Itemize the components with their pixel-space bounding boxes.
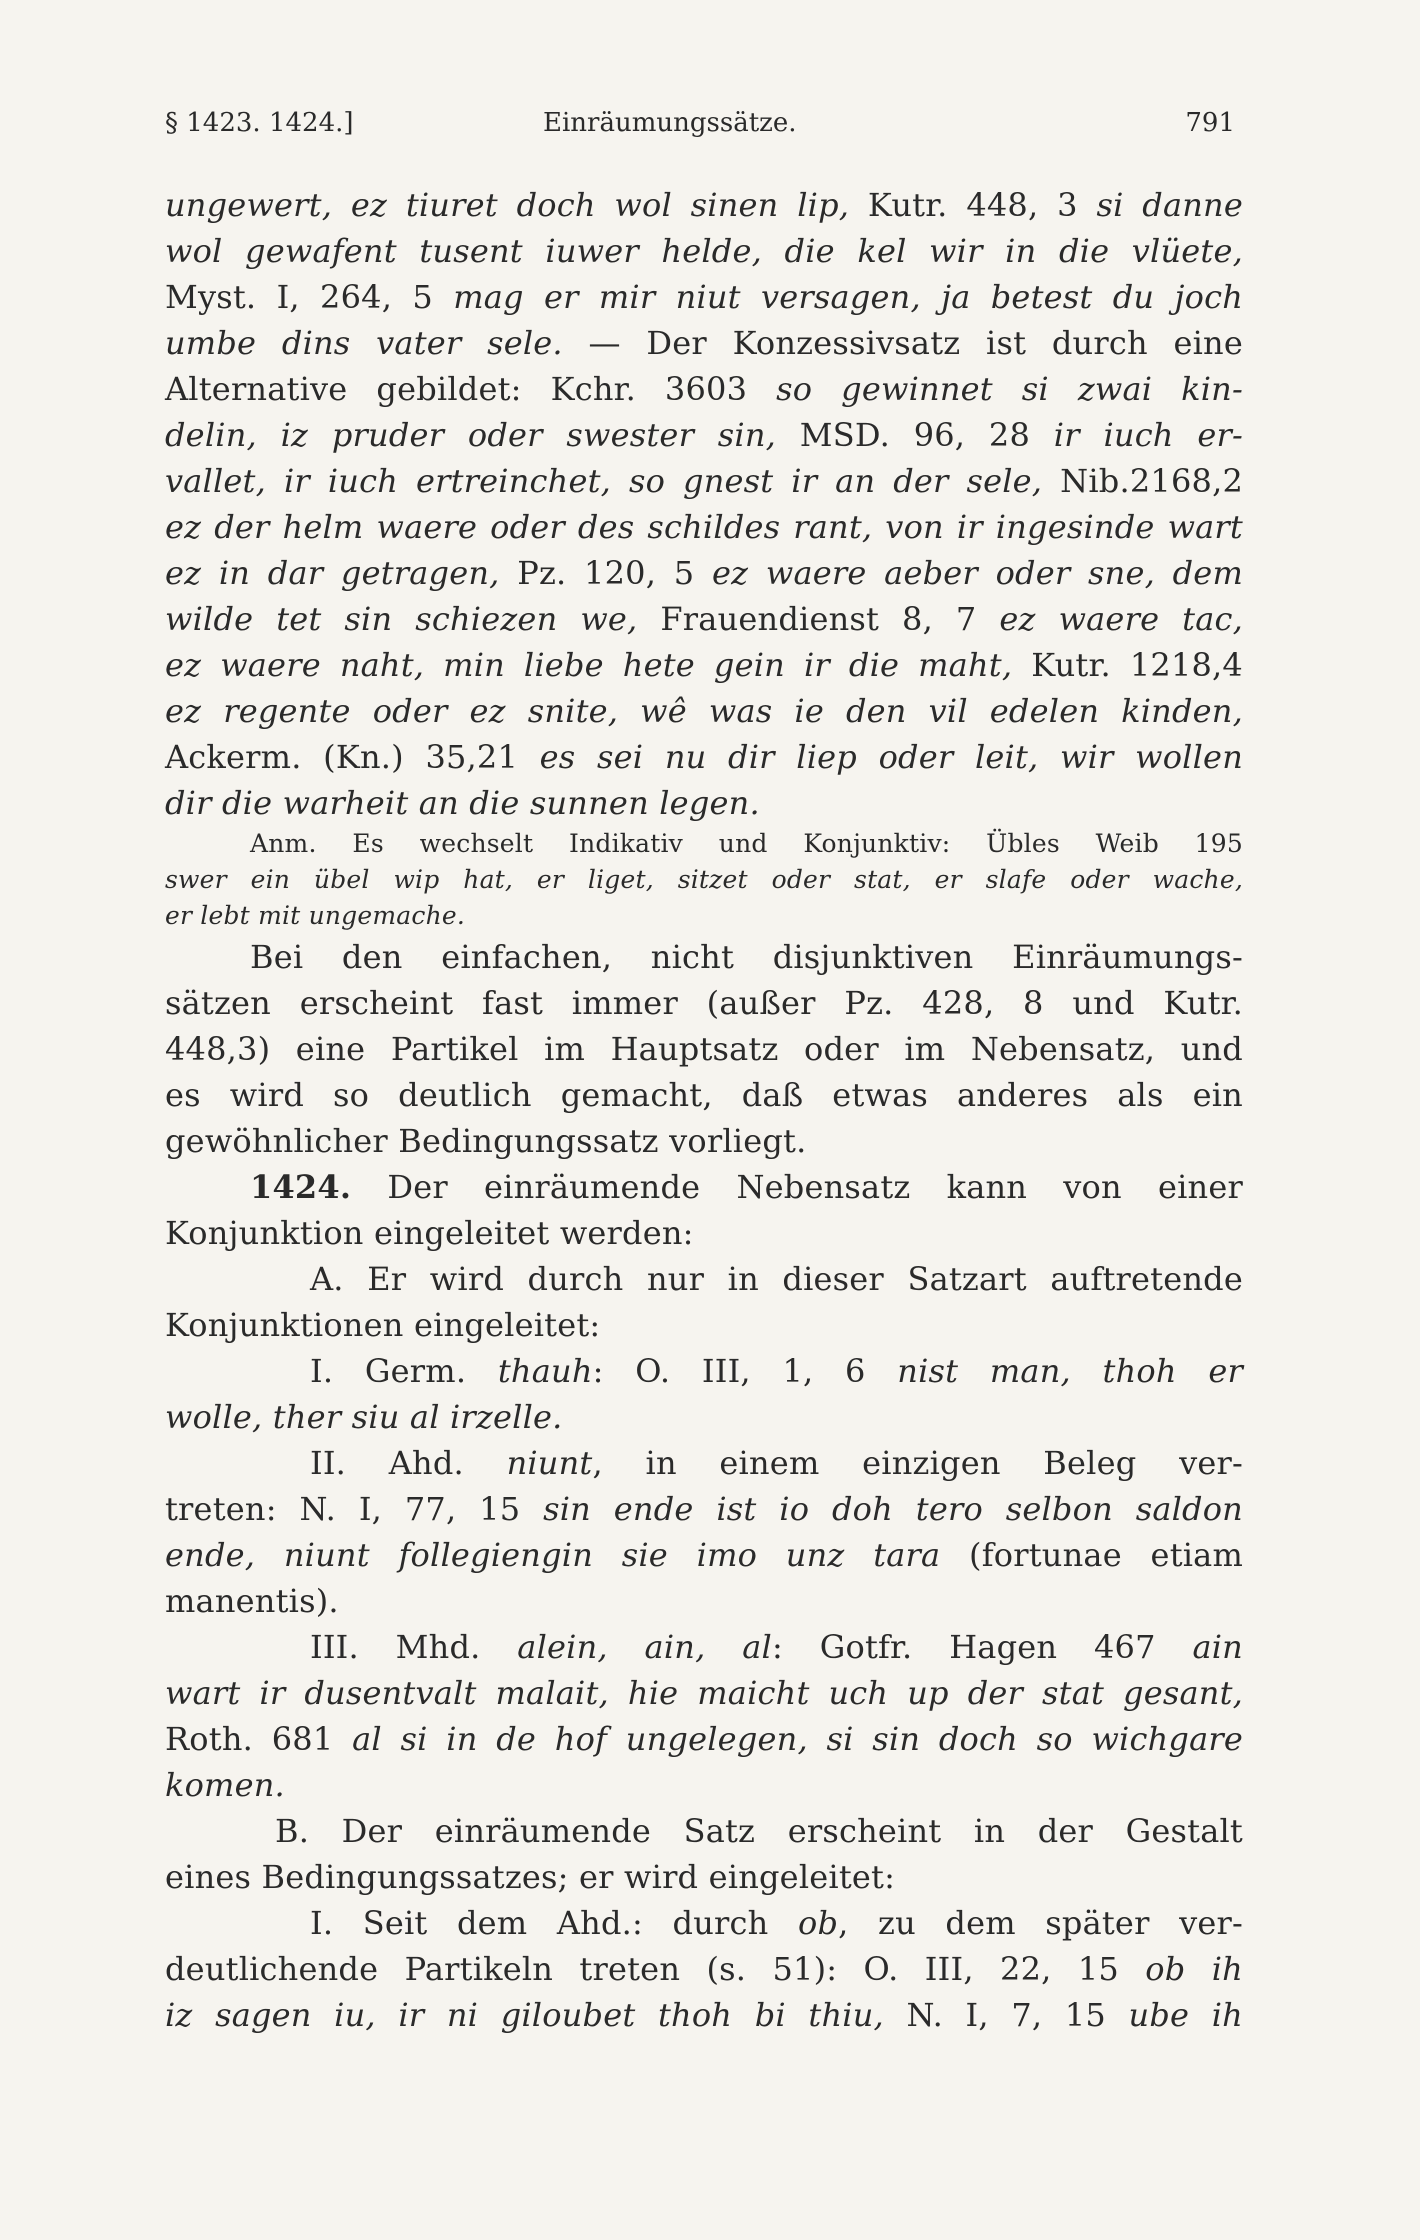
text-line: delin, iz pruder oder swester sin, MSD. 96, 28 ir iuch er- [165, 416, 1244, 454]
text-line: iz sagen iu, ir ni giloubet thoh bi thiu, N. I, 7, 15 ube ih [165, 1996, 1243, 2034]
running-header [165, 108, 1235, 148]
text-line: Anm. Es wechselt Indikativ und Konjunktiv: Übles Weib 195 [250, 829, 1243, 858]
text-line: 448,3) eine Partikel im Hauptsatz oder im Nebensatz, und [165, 1030, 1243, 1068]
text-line: wart ir dusentvalt malait, hie maicht uch up der stat gesant, [165, 1674, 1243, 1712]
body-text [165, 182, 1243, 2038]
text-line: sätzen erscheint fast immer (außer Pz. 428, 8 und Kutr. [165, 984, 1243, 1022]
text-line: Konjunktionen eingeleitet: [165, 1306, 601, 1344]
text-line: eines Bedingungssatzes; er wird eingeleitet: [165, 1858, 896, 1896]
text-line: ez regente oder ez snite, wê was ie den vil edelen kinden, [165, 692, 1243, 730]
text-line: gewöhnlicher Bedingungssatz vorliegt. [165, 1122, 807, 1160]
text-line: I. Seit dem Ahd.: durch ob, zu dem später ver- [310, 1904, 1243, 1942]
text-line: Bei den einfachen, nicht disjunktiven Einräumungs- [250, 938, 1243, 976]
text-line: es wird so deutlich gemacht, daß etwas anderes als ein [165, 1076, 1243, 1114]
text-line: ende, niunt follegiengin sie imo unz tara (fortunae etiam [165, 1536, 1244, 1574]
text-line: Ackerm. (Kn.) 35,21 es sei nu dir liep oder leit, wir wollen [165, 738, 1243, 776]
text-line: wol gewafent tusent iuwer helde, die kel wir in die vlüete, [165, 232, 1243, 270]
text-line: wilde tet sin schiezen we, Frauendienst 8, 7 ez waere tac, [165, 600, 1243, 638]
text-line: treten: N. I, 77, 15 sin ende ist io doh tero selbon saldon [165, 1490, 1243, 1528]
text-line: Alternative gebildet: Kchr. 3603 so gewinnet si zwai kin- [165, 370, 1243, 408]
text-line: manentis). [165, 1582, 339, 1620]
text-line: ez der helm waere oder des schildes rant, von ir ingesinde wart [165, 508, 1243, 546]
text-line: ungewert, ez tiuret doch wol sinen lip, Kutr. 448, 3 si danne [165, 186, 1243, 224]
text-line: Roth. 681 al si in de hof ungelegen, si sin doch so wichgare [165, 1720, 1244, 1758]
text-line: dir die warheit an die sunnen legen. [165, 784, 760, 822]
text-line: I. Germ. thauh: O. III, 1, 6 nist man, thoh er [310, 1352, 1243, 1390]
text-line: Myst. I, 264, 5 mag er mir niut versagen, ja betest du joch [165, 278, 1244, 316]
text-line: ez waere naht, min liebe hete gein ir die maht, Kutr. 1218,4 [165, 646, 1243, 684]
page-number: 791 [1185, 108, 1235, 138]
text-line: deutlichende Partikeln treten (s. 51): O. III, 22, 15 ob ih [165, 1950, 1243, 1988]
section-reference: § 1423. 1424.] [165, 108, 354, 138]
text-line: B. Der einräumende Satz erscheint in der Gestalt [275, 1812, 1243, 1850]
text-line: vallet, ir iuch ertreinchet, so gnest ir an der sele, Nib.2168,2 [165, 462, 1243, 500]
text-line: III. Mhd. alein, ain, al: Gotfr. Hagen 467 ain [310, 1628, 1243, 1666]
text-line: er lebt mit ungemache. [165, 901, 466, 930]
text-line: komen. [165, 1766, 285, 1804]
text-line: 1424. Der einräumende Nebensatz kann von einer [250, 1168, 1243, 1206]
text-line: wolle, ther siu al irzelle. [165, 1398, 563, 1436]
text-line: ez in dar getragen, Pz. 120, 5 ez waere aeber oder sne, dem [165, 554, 1243, 592]
text-line: II. Ahd. niunt, in einem einzigen Beleg ver- [310, 1444, 1244, 1482]
text-line: swer ein übel wip hat, er liget, sitzet oder stat, er slafe oder wache, [165, 865, 1243, 894]
text-line: A. Er wird durch nur in dieser Satzart auftretende [310, 1260, 1243, 1298]
text-line: Konjunktion eingeleitet werden: [165, 1214, 694, 1252]
text-line: umbe dins vater sele. — Der Konzessivsatz ist durch eine [165, 324, 1244, 362]
running-title: Einräumungssätze. [543, 108, 797, 138]
